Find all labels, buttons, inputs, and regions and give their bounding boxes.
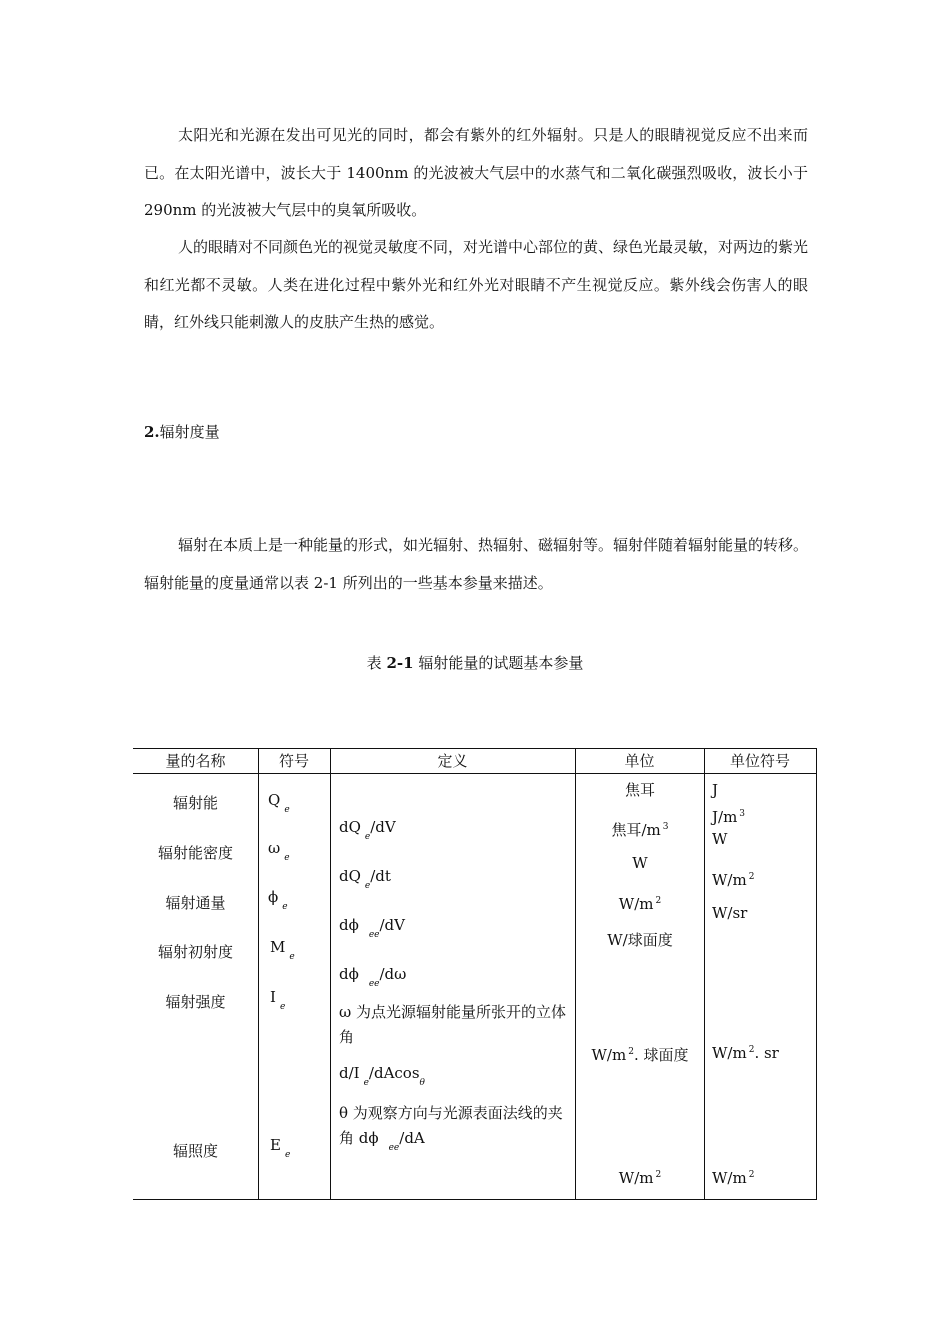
header-definition: 定义 [437,752,468,770]
unit-symbol: J [712,781,719,799]
definition: $dQ_e/dV$ [339,818,396,842]
unit: W/m $^2$ [618,895,662,913]
quantity-symbol: $M_e$ [270,938,295,962]
quantity-name: 辐照度 [172,1142,218,1160]
unit-symbol: W/m $^2$ [712,871,755,889]
quantities-table [133,748,817,1200]
quantity-symbol: $\omega_e$ [268,839,290,863]
quantity-name: 辐射通量 [165,894,226,912]
col-divider [330,748,331,1200]
definition: $d/I_e/dAcos_\theta$ [339,1064,425,1088]
unit: W/球面度 [607,931,673,949]
quantity-symbol: $\phi_e$ [268,888,288,912]
section-heading [144,421,220,442]
header-unit-symbol: 单位符号 [729,752,790,770]
unit-symbol: W/m $^2$. sr [712,1044,779,1062]
quantity-name: 辐射能 [172,794,218,812]
unit: W/m $^2$ [618,1169,662,1187]
unit: W/m $^2$. 球面度 [591,1046,689,1064]
header-symbol: 符号 [278,752,309,770]
col-divider [575,748,576,1200]
table-header-rule [133,773,817,774]
col-divider [258,748,259,1200]
section-number: 2. [144,423,160,441]
unit-symbol: W/sr [712,904,748,922]
caption-prefix: 表 [366,654,387,672]
definition-note: ω 为点光源辐射能量所张开的立体角 [339,1003,567,1046]
unit: W [632,854,648,872]
quantity-name: 辐射初射度 [157,943,233,961]
table-caption [0,652,950,673]
quantity-symbol: $E_e$ [270,1136,291,1160]
quantity-symbol: $Q_e$ [268,791,290,815]
paragraph-3: 辐射在本质上是一种能量的形式，如光辐射、热辐射、磁辐射等。辐射伴随着辐射能量的转移。辐射能量的度量通常以表 2-1 所列出的一些基本参量来描述。 [144,536,809,592]
col-divider [704,748,705,1200]
definition: $dQ_e/dt$ [339,867,391,891]
section-title: 辐射度量 [159,423,220,441]
unit: 焦耳 [624,781,655,799]
caption-number: 2-1 [386,654,414,672]
unit: 焦耳/m $^3$ [611,821,669,839]
col-divider [816,748,817,1200]
definition-note: θ 为观察方向与光源表面法线的夹角 $d\phi_{ee}/dA$ [339,1104,563,1153]
quantity-name: 辐射强度 [165,993,226,1011]
quantity-name: 辐射能密度 [157,844,233,862]
header-unit: 单位 [624,752,655,770]
caption-text: 辐射能量的试题基本参量 [413,654,584,672]
unit-symbol: W/m $^2$ [712,1169,755,1187]
paragraph-2: 人的眼睛对不同颜色光的视觉灵敏度不同，对光谱中心部位的黄、绿色光最灵敏，对两边的紫光和红光都不灵敏。人类在进化过程中紫外光和红外光对眼睛不产生视觉反应。紫外线会伤害人的眼睛，红外线只能刺激人的皮肤产生热的感觉。 [144,238,809,331]
unit-symbol: W [712,830,728,848]
table-top-rule [133,748,817,749]
definition: $d\phi_{ee}/dV$ [339,916,405,940]
header-name: 量的名称 [165,752,226,770]
unit-symbol: J/m $^3$ [712,808,746,826]
paragraph-1: 太阳光和光源在发出可见光的同时，都会有紫外的红外辐射。只是人的眼睛视觉反应不出来而已。在太阳光谱中，波长大于 1400nm 的光波被大气层中的水蒸气和二氧化碳强烈吸收，波长小于 290nm 的光波被大气层中的臭氧所吸收。 [144,126,808,219]
definition: $d\phi_{ee}/d\omega$ [339,965,407,989]
table-bottom-rule [133,1199,817,1200]
quantity-symbol: $I_e$ [270,988,286,1012]
